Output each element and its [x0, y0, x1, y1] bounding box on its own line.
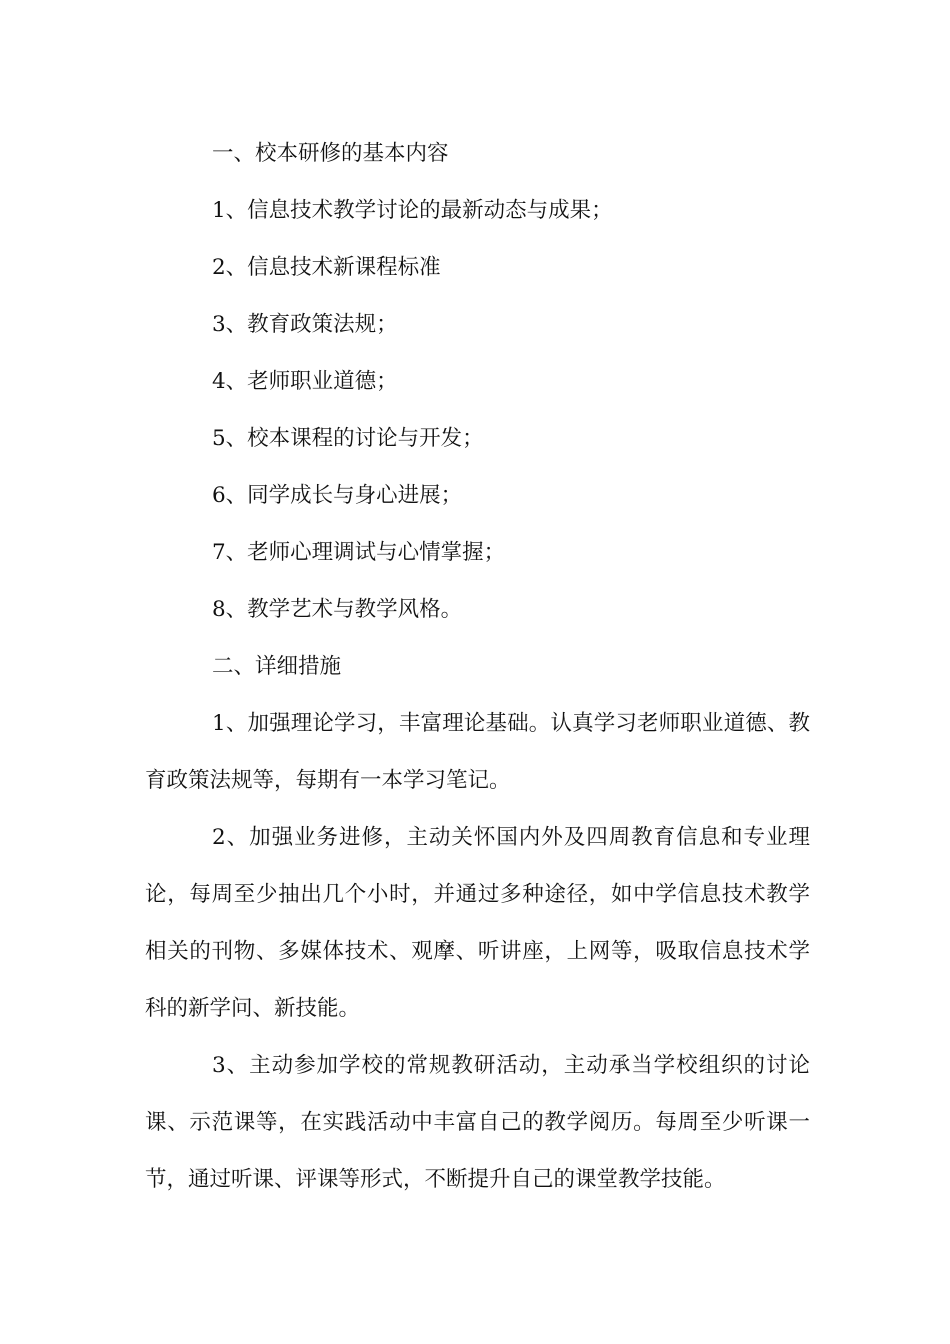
list-item-8: 8、教学艺术与教学风格。: [212, 597, 463, 622]
list-item-2: 2、信息技术新课程标准: [212, 255, 441, 280]
list-item-3: 3、教育政策法规；: [212, 312, 398, 337]
list-item-4: 4、老师职业道德；: [212, 369, 398, 394]
list-item-5: 5、校本课程的讨论与开发；: [212, 426, 484, 451]
list-item-6: 6、同学成长与身心进展；: [212, 483, 463, 508]
measure-paragraph-2: 2、加强业务进修，主动关怀国内外及四周教育信息和专业理论，每周至少抽出几个小时，并通过多种途径，如中学信息技术教学相关的刊物、多媒体技术、观摩、听讲座，上网等，吸取信息技术学科的新学问、新技能。: [145, 825, 810, 1021]
section-heading-basic-content: 一、校本研修的基本内容: [212, 141, 449, 166]
measure-paragraph-3: 3、主动参加学校的常规教研活动，主动承当学校组织的讨论课、示范课等，在实践活动中丰富自己的教学阅历。每周至少听课一节，通过听课、评课等形式，不断提升自己的课堂教学技能。: [145, 1053, 810, 1192]
measure-paragraph-1: 1、加强理论学习，丰富理论基础。认真学习老师职业道德、教育政策法规等，每期有一本学习笔记。: [145, 711, 810, 793]
list-item-1: 1、信息技术教学讨论的最新动态与成果；: [212, 198, 613, 223]
document-body: [145, 125, 810, 1208]
list-item-7: 7、老师心理调试与心情掌握；: [212, 540, 506, 565]
section-heading-measures: 二、详细措施: [212, 654, 342, 679]
